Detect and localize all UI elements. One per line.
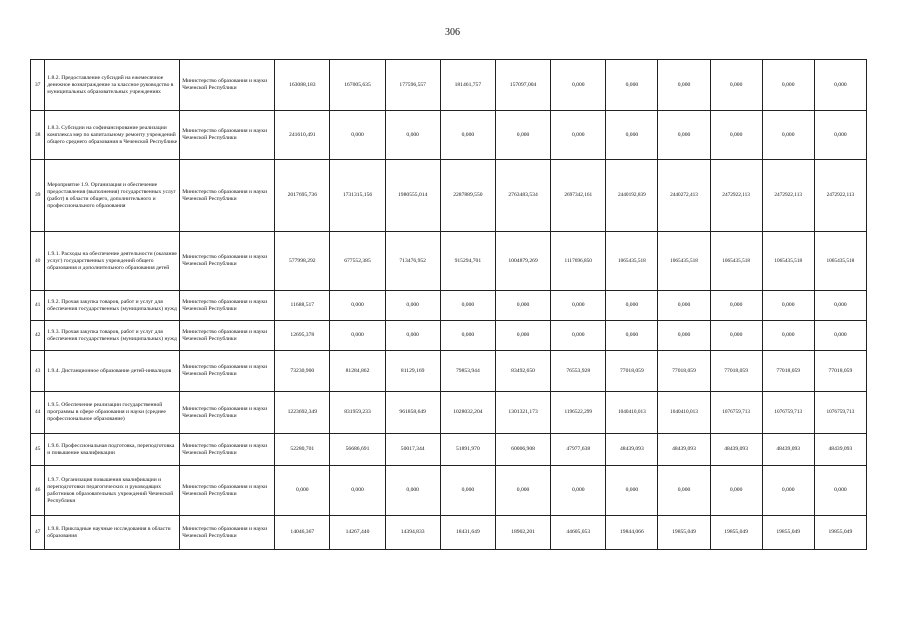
value-cell: 0,000 bbox=[330, 291, 385, 321]
value-cell: 0,000 bbox=[275, 466, 330, 516]
row-description: 1.9.3. Прочая закупка товаров, работ и услуг для обеспечения государственных (муниципальных) нужд bbox=[45, 321, 180, 351]
row-number: 45 bbox=[31, 434, 45, 466]
value-cell: 0,000 bbox=[495, 466, 550, 516]
value-cell: 48439,093 bbox=[762, 434, 814, 466]
value-cell: 0,000 bbox=[762, 291, 814, 321]
value-cell: 1065435,518 bbox=[658, 232, 710, 291]
row-description: 1.9.8. Прикладные научные исследования в области образования bbox=[45, 516, 180, 550]
value-cell: 0,000 bbox=[710, 321, 762, 351]
value-cell: 0,000 bbox=[495, 111, 550, 160]
value-cell: 76553,928 bbox=[551, 351, 606, 392]
value-cell: 0,000 bbox=[385, 111, 440, 160]
value-cell: 1040410,013 bbox=[606, 392, 658, 434]
value-cell: 0,000 bbox=[385, 466, 440, 516]
value-cell: 77018,059 bbox=[762, 351, 814, 392]
value-cell: 961858,649 bbox=[385, 392, 440, 434]
value-cell: 1731315,156 bbox=[330, 160, 385, 232]
value-cell: 1040410,013 bbox=[658, 392, 710, 434]
value-cell: 1980555,014 bbox=[385, 160, 440, 232]
row-number: 39 bbox=[31, 160, 45, 232]
value-cell: 0,000 bbox=[606, 60, 658, 111]
value-cell: 0,000 bbox=[814, 291, 866, 321]
table-row bbox=[31, 434, 867, 466]
value-cell: 48439,093 bbox=[814, 434, 866, 466]
value-cell: 0,000 bbox=[710, 466, 762, 516]
value-cell: 181461,757 bbox=[440, 60, 495, 111]
row-number: 44 bbox=[31, 392, 45, 434]
value-cell: 167005,635 bbox=[330, 60, 385, 111]
value-cell: 0,000 bbox=[762, 111, 814, 160]
value-cell: 1076759,713 bbox=[814, 392, 866, 434]
value-cell: 0,000 bbox=[658, 111, 710, 160]
value-cell: 19855,049 bbox=[814, 516, 866, 550]
value-cell: 1076759,713 bbox=[710, 392, 762, 434]
value-cell: 50017,344 bbox=[385, 434, 440, 466]
row-description: 1.9.1. Расходы на обеспечение деятельности (оказание услуг) государственных учреждений общего образования и дополнительного образования детей bbox=[45, 232, 180, 291]
value-cell: 19855,049 bbox=[710, 516, 762, 550]
value-cell: 1065435,518 bbox=[710, 232, 762, 291]
value-cell: 0,000 bbox=[330, 111, 385, 160]
value-cell: 831959,233 bbox=[330, 392, 385, 434]
value-cell: 81129,169 bbox=[385, 351, 440, 392]
value-cell: 77018,059 bbox=[606, 351, 658, 392]
value-cell: 1117696,850 bbox=[551, 232, 606, 291]
value-cell: 0,000 bbox=[440, 321, 495, 351]
value-cell: 48439,093 bbox=[710, 434, 762, 466]
value-cell: 2287889,550 bbox=[440, 160, 495, 232]
row-organization: Министерство образования и науки Чеченской Республики bbox=[180, 516, 275, 550]
table-row bbox=[31, 351, 867, 392]
value-cell: 19844,066 bbox=[606, 516, 658, 550]
value-cell: 1004879,269 bbox=[495, 232, 550, 291]
value-cell: 0,000 bbox=[330, 466, 385, 516]
value-cell: 241610,491 bbox=[275, 111, 330, 160]
value-cell: 47977,638 bbox=[551, 434, 606, 466]
value-cell: 48439,093 bbox=[658, 434, 710, 466]
value-cell: 0,000 bbox=[551, 60, 606, 111]
value-cell: 2472922,113 bbox=[762, 160, 814, 232]
row-organization: Министерство образования и науки Чеченской Республики bbox=[180, 232, 275, 291]
value-cell: 0,000 bbox=[440, 291, 495, 321]
table-row bbox=[31, 291, 867, 321]
table-row bbox=[31, 321, 867, 351]
row-organization: Министерство образования и науки Чеченской Республики bbox=[180, 160, 275, 232]
row-organization: Министерство образования и науки Чеченской Республики bbox=[180, 321, 275, 351]
value-cell: 73230,900 bbox=[275, 351, 330, 392]
value-cell: 56686,691 bbox=[330, 434, 385, 466]
value-cell: 0,000 bbox=[814, 111, 866, 160]
value-cell: 177596,557 bbox=[385, 60, 440, 111]
value-cell: 1301321,173 bbox=[495, 392, 550, 434]
row-organization: Министерство образования и науки Чеченской Республики bbox=[180, 60, 275, 111]
value-cell: 0,000 bbox=[762, 321, 814, 351]
value-cell: 60006,908 bbox=[495, 434, 550, 466]
row-number: 38 bbox=[31, 111, 45, 160]
value-cell: 0,000 bbox=[762, 60, 814, 111]
table-row bbox=[31, 392, 867, 434]
value-cell: 0,000 bbox=[551, 466, 606, 516]
value-cell: 19855,049 bbox=[762, 516, 814, 550]
value-cell: 1065435,518 bbox=[814, 232, 866, 291]
table-row bbox=[31, 160, 867, 232]
value-cell: 48439,093 bbox=[606, 434, 658, 466]
value-cell: 0,000 bbox=[814, 60, 866, 111]
row-organization: Министерство образования и науки Чеченской Республики bbox=[180, 351, 275, 392]
value-cell: 19855,049 bbox=[658, 516, 710, 550]
row-number: 43 bbox=[31, 351, 45, 392]
value-cell: 0,000 bbox=[330, 321, 385, 351]
value-cell: 0,000 bbox=[606, 466, 658, 516]
table-row bbox=[31, 466, 867, 516]
value-cell: 12695,378 bbox=[275, 321, 330, 351]
row-organization: Министерство образования и науки Чеченской Республики bbox=[180, 434, 275, 466]
row-organization: Министерство образования и науки Чеченской Республики bbox=[180, 392, 275, 434]
table-row bbox=[31, 232, 867, 291]
value-cell: 0,000 bbox=[710, 111, 762, 160]
value-cell: 1223692,349 bbox=[275, 392, 330, 434]
value-cell: 0,000 bbox=[551, 291, 606, 321]
value-cell: 52280,701 bbox=[275, 434, 330, 466]
value-cell: 0,000 bbox=[385, 291, 440, 321]
budget-table bbox=[30, 59, 867, 550]
value-cell: 713476,952 bbox=[385, 232, 440, 291]
row-organization: Министерство образования и науки Чеченской Республики bbox=[180, 111, 275, 160]
row-number: 37 bbox=[31, 60, 45, 111]
row-number: 42 bbox=[31, 321, 45, 351]
value-cell: 2017695,736 bbox=[275, 160, 330, 232]
page-number: 306 bbox=[445, 27, 460, 38]
value-cell: 0,000 bbox=[658, 291, 710, 321]
value-cell: 0,000 bbox=[710, 291, 762, 321]
value-cell: 0,000 bbox=[551, 321, 606, 351]
value-cell: 0,000 bbox=[440, 466, 495, 516]
value-cell: 677552,385 bbox=[330, 232, 385, 291]
value-cell: 2472922,113 bbox=[710, 160, 762, 232]
row-description: 1.9.7. Организация повышения квалификации и переподготовки педагогических и руководящих работников образовательных учреждений Чеченской Республики bbox=[45, 466, 180, 516]
table-row bbox=[31, 60, 867, 111]
table-body bbox=[31, 60, 867, 550]
table-row bbox=[31, 111, 867, 160]
value-cell: 51891,970 bbox=[440, 434, 495, 466]
value-cell: 1196522,299 bbox=[551, 392, 606, 434]
row-organization: Министерство образования и науки Чеченской Республики bbox=[180, 466, 275, 516]
row-description: 1.8.2. Предоставление субсидий на ежемесячное денежное вознаграждение за классное руководство в муниципальных образовательных учреждениях bbox=[45, 60, 180, 111]
value-cell: 0,000 bbox=[551, 111, 606, 160]
row-organization: Министерство образования и науки Чеченской Республики bbox=[180, 291, 275, 321]
value-cell: 0,000 bbox=[814, 466, 866, 516]
value-cell: 0,000 bbox=[814, 321, 866, 351]
value-cell: 14394,833 bbox=[385, 516, 440, 550]
value-cell: 2472922,113 bbox=[814, 160, 866, 232]
value-cell: 0,000 bbox=[440, 111, 495, 160]
value-cell: 79853,944 bbox=[440, 351, 495, 392]
value-cell: 81284,862 bbox=[330, 351, 385, 392]
value-cell: 0,000 bbox=[762, 466, 814, 516]
value-cell: 0,000 bbox=[606, 111, 658, 160]
value-cell: 18902,201 bbox=[495, 516, 550, 550]
value-cell: 0,000 bbox=[606, 321, 658, 351]
value-cell: 157097,004 bbox=[495, 60, 550, 111]
value-cell: 2763483,534 bbox=[495, 160, 550, 232]
value-cell: 14267,440 bbox=[330, 516, 385, 550]
row-number: 47 bbox=[31, 516, 45, 550]
value-cell: 2440192,839 bbox=[606, 160, 658, 232]
row-description: 1.9.2. Прочая закупка товаров, работ и услуг для обеспечения государственных (муниципальных) нужд bbox=[45, 291, 180, 321]
value-cell: 1065435,518 bbox=[606, 232, 658, 291]
value-cell: 77018,059 bbox=[710, 351, 762, 392]
value-cell: 163088,183 bbox=[275, 60, 330, 111]
value-cell: 44605,053 bbox=[551, 516, 606, 550]
row-description: 1.9.4. Дистанционное образование детей-инвалидов bbox=[45, 351, 180, 392]
row-description: Мероприятие 1.9. Организация и обеспечение предоставления (выполнения) государственных услуг (работ) в области общего, дополнительного и профессионального образования bbox=[45, 160, 180, 232]
value-cell: 0,000 bbox=[658, 466, 710, 516]
value-cell: 18431,649 bbox=[440, 516, 495, 550]
row-description: 1.8.3. Субсидии на софинансирование реализации комплекса мер по капитальному ремонту учреждений общего среднего образования в Чеченской Республике bbox=[45, 111, 180, 160]
value-cell: 0,000 bbox=[710, 60, 762, 111]
value-cell: 77018,059 bbox=[658, 351, 710, 392]
value-cell: 2697342,161 bbox=[551, 160, 606, 232]
row-description: 1.9.6. Профессиональная подготовка, переподготовка и повышение квалификации bbox=[45, 434, 180, 466]
table-row bbox=[31, 516, 867, 550]
value-cell: 0,000 bbox=[495, 291, 550, 321]
value-cell: 83492,650 bbox=[495, 351, 550, 392]
value-cell: 14046,367 bbox=[275, 516, 330, 550]
value-cell: 915294,701 bbox=[440, 232, 495, 291]
value-cell: 0,000 bbox=[495, 321, 550, 351]
row-number: 41 bbox=[31, 291, 45, 321]
value-cell: 0,000 bbox=[658, 60, 710, 111]
value-cell: 77018,059 bbox=[814, 351, 866, 392]
value-cell: 0,000 bbox=[658, 321, 710, 351]
value-cell: 577998,292 bbox=[275, 232, 330, 291]
value-cell: 0,000 bbox=[606, 291, 658, 321]
value-cell: 2440272,413 bbox=[658, 160, 710, 232]
row-description: 1.9.5. Обеспечение реализации государственной программы в сфере образования и науки (среднее профессиональное образование) bbox=[45, 392, 180, 434]
row-number: 40 bbox=[31, 232, 45, 291]
value-cell: 11688,517 bbox=[275, 291, 330, 321]
value-cell: 1065435,518 bbox=[762, 232, 814, 291]
value-cell: 1028032,204 bbox=[440, 392, 495, 434]
row-number: 46 bbox=[31, 466, 45, 516]
value-cell: 0,000 bbox=[385, 321, 440, 351]
value-cell: 1076759,713 bbox=[762, 392, 814, 434]
